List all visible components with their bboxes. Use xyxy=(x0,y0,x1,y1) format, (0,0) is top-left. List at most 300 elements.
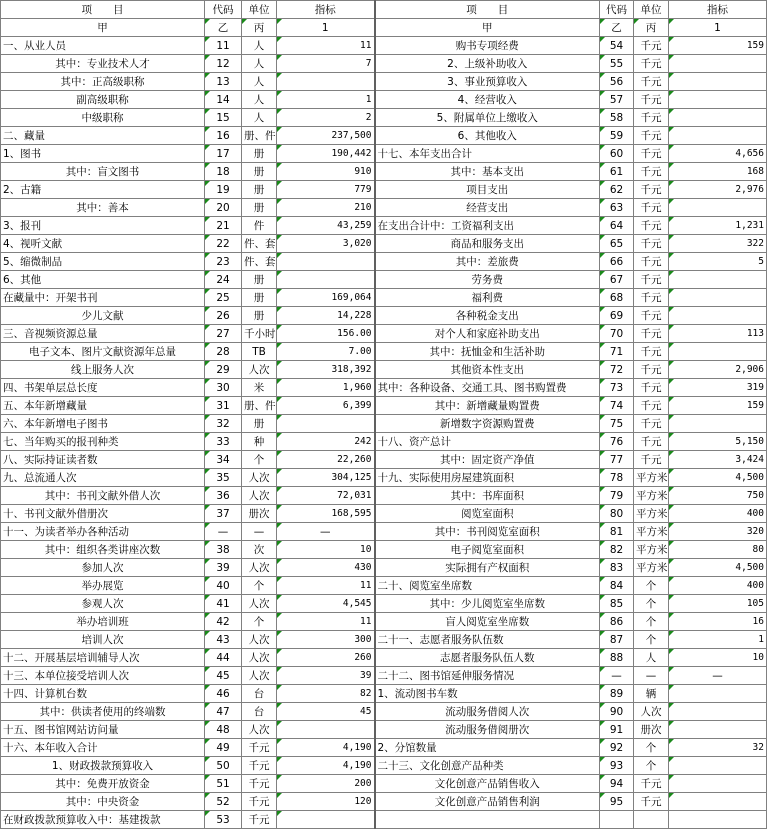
row-value: 190,442 xyxy=(277,145,375,163)
row-unit: 千元 xyxy=(634,307,669,325)
row-code: 70 xyxy=(600,325,634,343)
item-label: 其中：善本 xyxy=(1,199,205,217)
row-unit: 件、套 xyxy=(242,235,277,253)
table-row xyxy=(1,307,767,325)
item-label: 四、书架单层总长度 xyxy=(1,379,205,397)
table-row xyxy=(1,703,767,721)
row-value xyxy=(669,109,767,127)
row-unit: 册、件 xyxy=(242,127,277,145)
table-row xyxy=(1,127,767,145)
row-code: 73 xyxy=(600,379,634,397)
row-value: 3,424 xyxy=(669,451,767,469)
row-value: 14,228 xyxy=(277,307,375,325)
row-value: 43,259 xyxy=(277,217,375,235)
code-subheader: 乙 xyxy=(600,19,634,37)
row-unit: 千元 xyxy=(634,217,669,235)
row-value: 4,545 xyxy=(277,595,375,613)
row-code: 69 xyxy=(600,307,634,325)
row-unit: 人次 xyxy=(242,361,277,379)
row-value: 322 xyxy=(669,235,767,253)
row-code: 22 xyxy=(205,235,242,253)
row-unit: 千元 xyxy=(242,811,277,829)
unit-subheader: 丙 xyxy=(634,19,669,37)
row-code: 75 xyxy=(600,415,634,433)
row-code: 11 xyxy=(205,37,242,55)
row-code: 46 xyxy=(205,685,242,703)
row-value xyxy=(669,127,767,145)
item-label: 在支出合计中：工资福利支出 xyxy=(375,217,600,235)
row-value xyxy=(669,757,767,775)
row-value: 237,500 xyxy=(277,127,375,145)
unit-header: 单位 xyxy=(242,1,277,19)
row-code: 29 xyxy=(205,361,242,379)
row-unit: 平方米 xyxy=(634,523,669,541)
row-unit: 千元 xyxy=(634,145,669,163)
item-label xyxy=(375,811,600,829)
row-value: 260 xyxy=(277,649,375,667)
row-code: 63 xyxy=(600,199,634,217)
item-label: 项目支出 xyxy=(375,181,600,199)
row-value: 5 xyxy=(669,253,767,271)
row-code: 33 xyxy=(205,433,242,451)
row-code: 49 xyxy=(205,739,242,757)
unit-subheader: 丙 xyxy=(242,19,277,37)
table-row xyxy=(1,451,767,469)
item-label: 其中：固定资产净值 xyxy=(375,451,600,469)
row-unit: 台 xyxy=(242,685,277,703)
row-code: 44 xyxy=(205,649,242,667)
row-code: 36 xyxy=(205,487,242,505)
row-value: 156.00 xyxy=(277,325,375,343)
row-unit: 人次 xyxy=(242,469,277,487)
row-code: 37 xyxy=(205,505,242,523)
row-unit: 种 xyxy=(242,433,277,451)
row-code: 35 xyxy=(205,469,242,487)
row-unit: 千元 xyxy=(634,451,669,469)
table-row xyxy=(1,577,767,595)
row-code: 54 xyxy=(600,37,634,55)
row-unit: 次 xyxy=(242,541,277,559)
row-unit: 千元 xyxy=(634,91,669,109)
item-label: 中级职称 xyxy=(1,109,205,127)
row-code: 65 xyxy=(600,235,634,253)
row-code: 40 xyxy=(205,577,242,595)
row-value: 10 xyxy=(277,541,375,559)
row-unit: 千元 xyxy=(634,289,669,307)
row-unit: 千元 xyxy=(634,73,669,91)
row-value: 304,125 xyxy=(277,469,375,487)
row-code: 18 xyxy=(205,163,242,181)
row-value: 2,906 xyxy=(669,361,767,379)
table-row xyxy=(1,235,767,253)
row-code: 41 xyxy=(205,595,242,613)
item-label: 十九、实际使用房屋建筑面积 xyxy=(375,469,600,487)
row-code: 12 xyxy=(205,55,242,73)
item-label: 4、视听文献 xyxy=(1,235,205,253)
row-code: 48 xyxy=(205,721,242,739)
row-code: 72 xyxy=(600,361,634,379)
table-row xyxy=(1,649,767,667)
table-row xyxy=(1,523,767,541)
item-label: 一、从业人员 xyxy=(1,37,205,55)
table-row xyxy=(1,73,767,91)
row-value: 400 xyxy=(669,577,767,595)
table-row xyxy=(1,721,767,739)
row-unit: 人 xyxy=(242,91,277,109)
item-label: 二十二、图书馆延伸服务情况 xyxy=(375,667,600,685)
row-value xyxy=(669,91,767,109)
row-value xyxy=(669,307,767,325)
code-subheader: 乙 xyxy=(205,19,242,37)
row-unit: — xyxy=(242,523,277,541)
row-value: 320 xyxy=(669,523,767,541)
item-label: 十七、本年支出合计 xyxy=(375,145,600,163)
row-value: 1,231 xyxy=(669,217,767,235)
row-unit: 千元 xyxy=(242,775,277,793)
item-label: 其中：书刊阅览室面积 xyxy=(375,523,600,541)
row-unit: 千元 xyxy=(634,415,669,433)
item-label: 经营支出 xyxy=(375,199,600,217)
row-unit: 千元 xyxy=(634,793,669,811)
item-label: 其中：正高级职称 xyxy=(1,73,205,91)
row-value: 4,190 xyxy=(277,739,375,757)
row-value: 779 xyxy=(277,181,375,199)
table-row xyxy=(1,487,767,505)
item-label: 其中：各种设备、交通工具、图书购置费 xyxy=(375,379,600,397)
item-label: 电子阅览室面积 xyxy=(375,541,600,559)
item-label: 二十一、志愿者服务队伍数 xyxy=(375,631,600,649)
table-row xyxy=(1,541,767,559)
item-label: 2、上级补助收入 xyxy=(375,55,600,73)
table-row xyxy=(1,613,767,631)
row-unit: 千元 xyxy=(242,739,277,757)
row-unit: 个 xyxy=(242,451,277,469)
row-unit: 个 xyxy=(634,739,669,757)
value-header: 指标 xyxy=(277,1,375,19)
row-value: 169,064 xyxy=(277,289,375,307)
table-row xyxy=(1,325,767,343)
row-code: 74 xyxy=(600,397,634,415)
row-value: 159 xyxy=(669,37,767,55)
row-code: 81 xyxy=(600,523,634,541)
row-value xyxy=(277,253,375,271)
row-unit: 平方米 xyxy=(634,469,669,487)
row-value: 318,392 xyxy=(277,361,375,379)
row-value xyxy=(277,811,375,829)
item-label: 其他资本性支出 xyxy=(375,361,600,379)
row-unit: 千元 xyxy=(634,127,669,145)
row-value: 10 xyxy=(669,649,767,667)
row-value: — xyxy=(277,523,375,541)
row-value: 72,031 xyxy=(277,487,375,505)
table-row xyxy=(1,415,767,433)
item-label: 2、分馆数量 xyxy=(375,739,600,757)
row-code: 84 xyxy=(600,577,634,595)
row-unit: 千元 xyxy=(634,163,669,181)
row-value: 159 xyxy=(669,397,767,415)
item-label: 八、实际持证读者数 xyxy=(1,451,205,469)
row-unit: 人 xyxy=(242,73,277,91)
row-code: 47 xyxy=(205,703,242,721)
table-row xyxy=(1,109,767,127)
row-unit: 册 xyxy=(242,145,277,163)
table-row xyxy=(1,253,767,271)
row-unit: 册 xyxy=(242,163,277,181)
item-label: 在藏量中：开架书刊 xyxy=(1,289,205,307)
row-code: 26 xyxy=(205,307,242,325)
row-code: 60 xyxy=(600,145,634,163)
item-label: 三、音视频资源总量 xyxy=(1,325,205,343)
row-unit: 平方米 xyxy=(634,487,669,505)
table-row xyxy=(1,91,767,109)
row-value: 3,020 xyxy=(277,235,375,253)
item-label: 其中：书库面积 xyxy=(375,487,600,505)
item-label: 1、图书 xyxy=(1,145,205,163)
row-code: 95 xyxy=(600,793,634,811)
row-code: 21 xyxy=(205,217,242,235)
item-label: 志愿者服务队伍人数 xyxy=(375,649,600,667)
item-label: 文化创意产品销售利润 xyxy=(375,793,600,811)
row-code: 53 xyxy=(205,811,242,829)
item-label: 其中：盲文图书 xyxy=(1,163,205,181)
row-value xyxy=(277,415,375,433)
row-value: 82 xyxy=(277,685,375,703)
row-code xyxy=(600,811,634,829)
row-value: 39 xyxy=(277,667,375,685)
row-value xyxy=(669,703,767,721)
row-unit: 千小时 xyxy=(242,325,277,343)
row-code: 56 xyxy=(600,73,634,91)
table-row xyxy=(1,757,767,775)
table-row xyxy=(1,685,767,703)
item-label: 其中：免费开放资金 xyxy=(1,775,205,793)
row-code: 83 xyxy=(600,559,634,577)
row-unit: 千元 xyxy=(634,361,669,379)
row-code: 51 xyxy=(205,775,242,793)
row-value xyxy=(669,73,767,91)
row-code: 71 xyxy=(600,343,634,361)
item-label: 十四、计算机台数 xyxy=(1,685,205,703)
row-value: 242 xyxy=(277,433,375,451)
item-label: 在财政拨款预算收入中：基建拨款 xyxy=(1,811,205,829)
row-unit: 册次 xyxy=(242,505,277,523)
item-label: 盲人阅览室坐席数 xyxy=(375,613,600,631)
row-value: 4,500 xyxy=(669,559,767,577)
row-code: 85 xyxy=(600,595,634,613)
header-row xyxy=(1,1,767,19)
row-value: 1 xyxy=(669,631,767,649)
row-value xyxy=(669,271,767,289)
row-unit: 人次 xyxy=(242,721,277,739)
row-unit: 千元 xyxy=(634,55,669,73)
row-value xyxy=(277,73,375,91)
table-row xyxy=(1,595,767,613)
table-row xyxy=(1,217,767,235)
item-label: 十五、图书馆网站访问量 xyxy=(1,721,205,739)
item-header: 项 目 xyxy=(375,1,600,19)
item-label: 少儿文献 xyxy=(1,307,205,325)
item-label: 其中：少儿阅览室坐席数 xyxy=(375,595,600,613)
row-unit: 人 xyxy=(634,649,669,667)
row-code: 32 xyxy=(205,415,242,433)
row-unit: 人次 xyxy=(242,559,277,577)
row-unit xyxy=(634,811,669,829)
row-value: 168,595 xyxy=(277,505,375,523)
row-value: 910 xyxy=(277,163,375,181)
row-code: 88 xyxy=(600,649,634,667)
row-code: 31 xyxy=(205,397,242,415)
row-value: 4,500 xyxy=(669,469,767,487)
row-value xyxy=(669,685,767,703)
row-code: 92 xyxy=(600,739,634,757)
item-label: 3、报刊 xyxy=(1,217,205,235)
row-unit: 人次 xyxy=(242,667,277,685)
row-code: 59 xyxy=(600,127,634,145)
item-label: 线上服务人次 xyxy=(1,361,205,379)
item-label: 1、财政拨款预算收入 xyxy=(1,757,205,775)
row-unit: 人次 xyxy=(242,487,277,505)
row-code: 78 xyxy=(600,469,634,487)
row-unit: 个 xyxy=(242,613,277,631)
unit-header: 单位 xyxy=(634,1,669,19)
row-code: 80 xyxy=(600,505,634,523)
value-subheader: 1 xyxy=(669,19,767,37)
item-label: 其中：中央资金 xyxy=(1,793,205,811)
row-code: 79 xyxy=(600,487,634,505)
row-unit: 册 xyxy=(242,307,277,325)
item-label: 参加人次 xyxy=(1,559,205,577)
row-unit: 件、套 xyxy=(242,253,277,271)
row-code: 43 xyxy=(205,631,242,649)
table-row xyxy=(1,37,767,55)
row-value: 11 xyxy=(277,577,375,595)
row-value xyxy=(669,199,767,217)
row-code: 58 xyxy=(600,109,634,127)
row-code: 64 xyxy=(600,217,634,235)
row-value xyxy=(669,289,767,307)
item-label: 副高级职称 xyxy=(1,91,205,109)
row-unit: 册、件 xyxy=(242,397,277,415)
row-value: 200 xyxy=(277,775,375,793)
row-unit: 台 xyxy=(242,703,277,721)
code-header: 代码 xyxy=(600,1,634,19)
row-unit: 人 xyxy=(242,109,277,127)
row-unit: 千元 xyxy=(634,271,669,289)
row-code: 42 xyxy=(205,613,242,631)
item-label: 5、缩微制品 xyxy=(1,253,205,271)
item-label: 十六、本年收入合计 xyxy=(1,739,205,757)
table-row xyxy=(1,667,767,685)
row-code: 93 xyxy=(600,757,634,775)
row-code: 89 xyxy=(600,685,634,703)
row-code: 25 xyxy=(205,289,242,307)
row-code: 86 xyxy=(600,613,634,631)
item-label: 对个人和家庭补助支出 xyxy=(375,325,600,343)
item-label: 其中：基本支出 xyxy=(375,163,600,181)
row-unit: 千元 xyxy=(634,199,669,217)
row-code: — xyxy=(600,667,634,685)
item-label: 六、本年新增电子图书 xyxy=(1,415,205,433)
item-subheader: 甲 xyxy=(375,19,600,37)
row-unit: 册次 xyxy=(634,721,669,739)
row-unit: 千元 xyxy=(634,37,669,55)
table-row xyxy=(1,433,767,451)
item-label: 二十、阅览室坐席数 xyxy=(375,577,600,595)
value-subheader: 1 xyxy=(277,19,375,37)
row-value xyxy=(669,721,767,739)
row-value: 2 xyxy=(277,109,375,127)
item-label: 3、事业预算收入 xyxy=(375,73,600,91)
item-label: 各种税金支出 xyxy=(375,307,600,325)
row-code: 57 xyxy=(600,91,634,109)
row-unit: 千元 xyxy=(634,775,669,793)
row-code: 76 xyxy=(600,433,634,451)
row-unit: 个 xyxy=(634,757,669,775)
item-label: 其中：供读者使用的终端数 xyxy=(1,703,205,721)
row-value xyxy=(669,775,767,793)
item-label: 4、经营收入 xyxy=(375,91,600,109)
row-unit: 千元 xyxy=(634,379,669,397)
table-row xyxy=(1,505,767,523)
row-unit: 米 xyxy=(242,379,277,397)
item-header: 项 目 xyxy=(1,1,205,19)
row-unit: 人次 xyxy=(242,595,277,613)
row-unit: 册 xyxy=(242,199,277,217)
row-unit: 人 xyxy=(242,55,277,73)
row-code: 90 xyxy=(600,703,634,721)
row-value: 32 xyxy=(669,739,767,757)
row-unit: 人次 xyxy=(242,649,277,667)
item-label: 6、其他 xyxy=(1,271,205,289)
row-unit: 册 xyxy=(242,415,277,433)
table-row xyxy=(1,361,767,379)
row-value: 319 xyxy=(669,379,767,397)
row-unit: 个 xyxy=(634,595,669,613)
row-unit: 千元 xyxy=(634,325,669,343)
row-unit: 辆 xyxy=(634,685,669,703)
row-value: 120 xyxy=(277,793,375,811)
row-value: 168 xyxy=(669,163,767,181)
row-value xyxy=(277,271,375,289)
row-unit: 平方米 xyxy=(634,559,669,577)
item-label: 福利费 xyxy=(375,289,600,307)
row-code: 28 xyxy=(205,343,242,361)
row-value: 400 xyxy=(669,505,767,523)
item-label: 购书专项经费 xyxy=(375,37,600,55)
row-value: 80 xyxy=(669,541,767,559)
item-label: 文化创意产品销售收入 xyxy=(375,775,600,793)
row-code: 62 xyxy=(600,181,634,199)
row-value: 11 xyxy=(277,37,375,55)
row-unit: 人次 xyxy=(634,703,669,721)
item-label: 劳务费 xyxy=(375,271,600,289)
row-code: 52 xyxy=(205,793,242,811)
row-value: 430 xyxy=(277,559,375,577)
row-code: 16 xyxy=(205,127,242,145)
row-code: 91 xyxy=(600,721,634,739)
table-row xyxy=(1,559,767,577)
item-label: 6、其他收入 xyxy=(375,127,600,145)
item-label: 二、藏量 xyxy=(1,127,205,145)
row-value: 6,399 xyxy=(277,397,375,415)
row-unit: 千元 xyxy=(634,397,669,415)
table-row xyxy=(1,811,767,829)
row-value: 105 xyxy=(669,595,767,613)
item-subheader: 甲 xyxy=(1,19,205,37)
row-code: 55 xyxy=(600,55,634,73)
row-unit: 册 xyxy=(242,271,277,289)
item-label: 其中：新增藏量购置费 xyxy=(375,397,600,415)
